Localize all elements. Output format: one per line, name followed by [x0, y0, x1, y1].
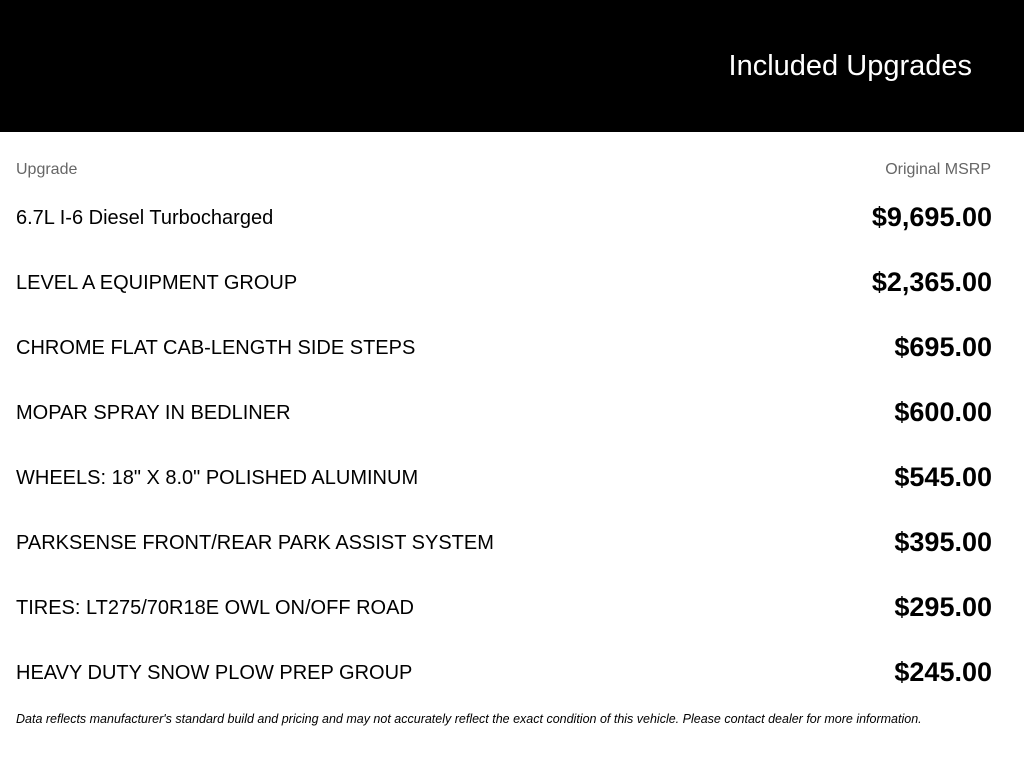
upgrade-name: MOPAR SPRAY IN BEDLINER	[16, 402, 291, 424]
upgrade-name: TIRES: LT275/70R18E OWL ON/OFF ROAD	[16, 597, 414, 619]
upgrade-price: $9,695.00	[871, 202, 992, 232]
upgrade-price: $2,365.00	[871, 267, 992, 297]
column-header-original-msrp: Original MSRP	[885, 161, 991, 178]
upgrade-price: $295.00	[894, 592, 992, 622]
upgrade-row	[0, 645, 1024, 710]
upgrade-row	[0, 515, 1024, 580]
upgrade-price: $695.00	[894, 332, 992, 362]
header-banner	[0, 0, 1024, 132]
upgrade-row	[0, 385, 1024, 450]
upgrade-row	[0, 190, 1024, 255]
upgrade-row	[0, 450, 1024, 515]
upgrade-price: $245.00	[894, 657, 992, 687]
upgrade-price: $600.00	[894, 397, 992, 427]
column-header-upgrade: Upgrade	[16, 161, 78, 178]
upgrade-row	[0, 255, 1024, 320]
upgrade-name: 6.7L I-6 Diesel Turbocharged	[16, 207, 274, 229]
upgrade-name: CHROME FLAT CAB-LENGTH SIDE STEPS	[16, 337, 416, 359]
upgrade-name: LEVEL A EQUIPMENT GROUP	[16, 272, 298, 294]
upgrade-row	[0, 580, 1024, 645]
page-title: Included Upgrades	[728, 50, 972, 82]
disclaimer-text: Data reflects manufacturer's standard build and pricing and may not accurately reflect the exact condition of this vehicle. Please contact dealer for more information.	[16, 712, 922, 726]
upgrade-name: HEAVY DUTY SNOW PLOW PREP GROUP	[16, 662, 413, 684]
upgrade-price: $395.00	[894, 527, 992, 557]
upgrades-list	[0, 190, 1024, 710]
upgrade-name: WHEELS: 18" X 8.0" POLISHED ALUMINUM	[16, 467, 419, 489]
upgrade-price: $545.00	[894, 462, 992, 492]
upgrade-name: PARKSENSE FRONT/REAR PARK ASSIST SYSTEM	[16, 532, 494, 554]
upgrade-row	[0, 320, 1024, 385]
